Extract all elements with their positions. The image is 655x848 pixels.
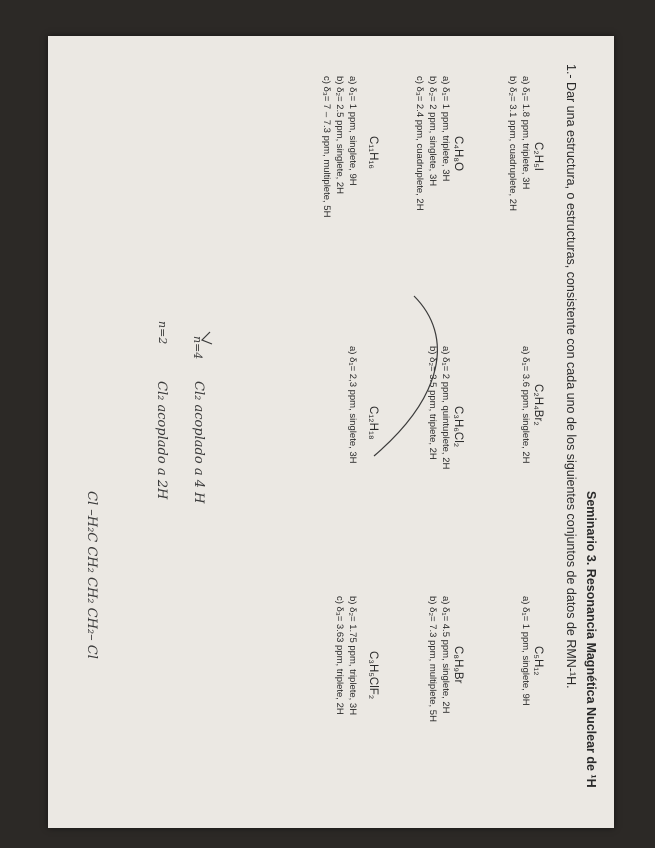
handwritten-bracket bbox=[48, 36, 614, 828]
compound-formula: C₃H₆Cl₂ bbox=[452, 406, 464, 448]
compound-formula: C₈H₉Br bbox=[452, 646, 464, 684]
nmr-signal: c) δ₃= 3.63 ppm, triplete, 2H bbox=[334, 596, 345, 715]
compound-formula: C₂H₅I bbox=[532, 142, 544, 171]
nmr-signal: a) δ₁= 2,3 ppm, singlete, 3H bbox=[347, 346, 358, 464]
nmr-signal: a) δ₁= 1 ppm, singlete, 9H bbox=[520, 596, 531, 706]
instruction-text: 1.- Dar una estructura, o estructuras, consistente con cada uno de los siguientes conjuntos de datos de RMN-¹H. bbox=[564, 64, 578, 689]
nmr-signal: b) δ₂= 7.3 ppm, multiplete, 5H bbox=[427, 596, 438, 722]
compound-formula: C₁₂H₁₈ bbox=[367, 406, 379, 440]
compound-formula: C₁₁H₁₆ bbox=[367, 136, 379, 169]
nmr-signal: c) δ₃= 7 – 7.3 ppm, multiplete, 5H bbox=[321, 76, 332, 218]
nmr-signal: b) δ₂= 1.75 ppm, triplete, 3H bbox=[347, 596, 358, 716]
rotated-document bbox=[48, 36, 614, 828]
nmr-signal: c) δ₃= 2.4 ppm, cuadruplete, 2H bbox=[414, 76, 425, 211]
nmr-signal: a) δ₁= 4.5 ppm, singlete, 2H bbox=[440, 596, 451, 714]
compound-formula: C₄H₈O bbox=[452, 136, 464, 172]
nmr-signal: b) δ₂= 3.5 ppm, triplete, 2H bbox=[427, 346, 438, 460]
compound-formula: C₂H₄Br₂ bbox=[532, 384, 544, 426]
handwritten-n4-note: Cl₂ acoplado a 4 H bbox=[191, 381, 206, 504]
nmr-signal: a) δ₁= 1 ppm, triplete, 3H bbox=[440, 76, 451, 182]
handwritten-n2: n=2 bbox=[156, 321, 169, 345]
nmr-signal: a) δ₁= 1.8 ppm, triplete, 3H bbox=[520, 76, 531, 190]
nmr-signal: a) δ₁= 2 ppm, quintuplete, 2H bbox=[440, 346, 451, 470]
nmr-signal: a) δ₁= 1 ppm, singlete, 9H bbox=[347, 76, 358, 186]
compound-formula: C₅H₁₂ bbox=[532, 646, 544, 676]
nmr-signal: b) δ₂= 3.1 ppm, cuadruplete, 2H bbox=[507, 76, 518, 211]
handwritten-formula: Cl –H₂C CH₂ CH₂ CH₂– Cl bbox=[84, 491, 99, 659]
nmr-signal: b) δ₂= 2 ppm, singlete, 3H bbox=[427, 76, 438, 187]
nmr-signal: b) δ₂= 2.5 ppm, singlete, 2H bbox=[334, 76, 345, 195]
handwritten-n4: n=4 bbox=[191, 336, 204, 360]
page-title: Seminario 3. Resonancia Magnética Nuclear de ¹H bbox=[584, 491, 598, 788]
handwritten-n2-note: Cl₂ acoplado a 2H bbox=[154, 381, 169, 500]
compound-formula: C₃H₅ClF₂ bbox=[367, 651, 379, 700]
nmr-signal: a) δ₁= 3.6 ppm, singlete, 2H bbox=[520, 346, 531, 464]
